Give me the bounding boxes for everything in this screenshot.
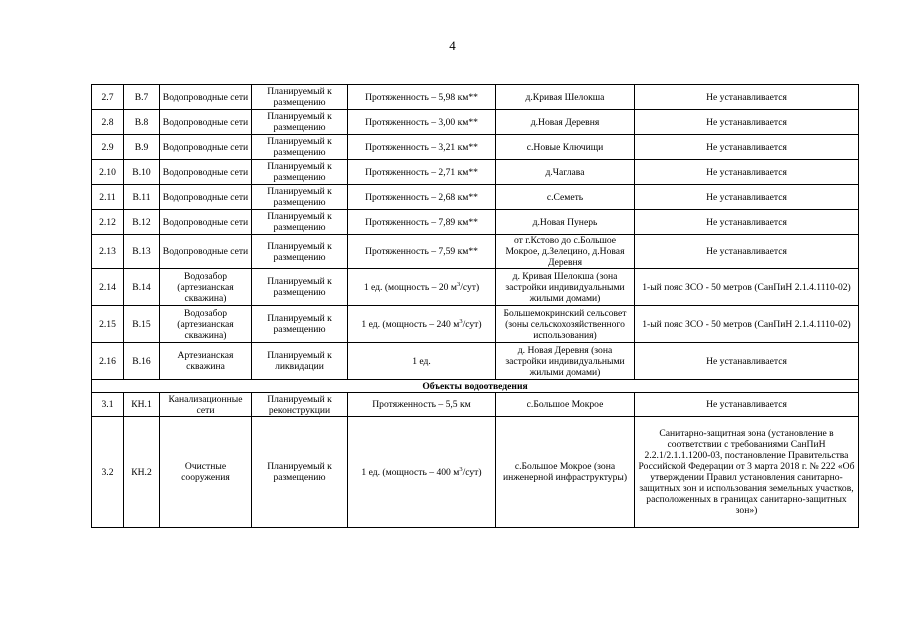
parameter-text: 1 ед. (мощность – 400 м [361,466,460,478]
object-location: с.Большое Мокрое (зона инженерной инфраструктуры) [496,417,635,528]
object-code: В.16 [124,343,160,380]
object-name: Очистные сооружения [160,417,252,528]
object-parameter [348,417,496,528]
object-status: Планируемый к размещению [252,417,348,528]
table-row [92,160,859,185]
object-parameter: Протяженность – 5,5 км [348,393,496,417]
object-name: Водопроводные сети [160,210,252,235]
object-zone: Не устанавливается [635,160,859,185]
parameter-tail: /сут) [460,281,480,293]
object-zone: Не устанавливается [635,393,859,417]
object-location: с.Семеть [496,185,635,210]
object-zone: Не устанавливается [635,185,859,210]
object-status: Планируемый к размещению [252,85,348,110]
object-location: д.Новая Пунерь [496,210,635,235]
row-number: 2.16 [92,343,124,380]
object-name: Водопроводные сети [160,110,252,135]
table-row [92,417,859,528]
row-number: 2.10 [92,160,124,185]
section-row [92,380,859,393]
object-parameter [348,306,496,343]
objects-table [91,84,859,528]
object-status: Планируемый к размещению [252,160,348,185]
object-status: Планируемый к размещению [252,185,348,210]
object-code: В.7 [124,85,160,110]
object-zone: Не устанавливается [635,210,859,235]
object-code: В.11 [124,185,160,210]
object-location: д.Кривая Шелокша [496,85,635,110]
parameter-text: 1 ед. (мощность – 20 м [363,281,457,293]
table-row [92,306,859,343]
object-name: Водопроводные сети [160,85,252,110]
row-number: 2.12 [92,210,124,235]
object-location: д. Новая Деревня (зона застройки индивидуальными жилыми домами) [496,343,635,380]
object-status: Планируемый к размещению [252,269,348,306]
object-location: Большемокринский сельсовет (зоны сельскохозяйственного использования) [496,306,635,343]
object-status: Планируемый к размещению [252,135,348,160]
object-parameter: 1 ед. [348,343,496,380]
object-status: Планируемый к размещению [252,210,348,235]
object-code: КН.2 [124,417,160,528]
row-number: 3.2 [92,417,124,528]
table-row [92,85,859,110]
object-parameter: Протяженность – 3,00 км** [348,110,496,135]
object-name: Водопроводные сети [160,135,252,160]
object-code: В.13 [124,235,160,269]
object-status: Планируемый к реконструкции [252,393,348,417]
object-name: Водопроводные сети [160,160,252,185]
superscript: 3 [459,465,463,473]
row-number: 2.9 [92,135,124,160]
object-parameter: Протяженность – 2,71 км** [348,160,496,185]
object-name: Канализационные сети [160,393,252,417]
object-zone: Санитарно-защитная зона (установление в соответствии с требованиями СанПиН 2.2.1/2.1.1.1200-03, постановление Правительства Российской Федерации от 3 марта 2018 г. № 222 «Об утверждении Правил установления санитарно-защитных зон и использования земельных участков, расположенных в границах санитарно-защитных зон») [635,417,859,528]
table-row [92,110,859,135]
superscript: 3 [459,317,463,325]
object-code: В.8 [124,110,160,135]
table-row [92,393,859,417]
object-zone: Не устанавливается [635,343,859,380]
superscript: 3 [456,280,461,288]
section-title: Объекты водоотведения [92,380,859,393]
object-zone: 1-ый пояс ЗСО - 50 метров (СанПиН 2.1.4.1110-02) [635,306,859,343]
parameter-text: 1 ед. (мощность – 240 м [361,318,460,330]
row-number: 2.15 [92,306,124,343]
parameter-tail: /сут) [462,318,482,330]
row-number: 2.8 [92,110,124,135]
table-row [92,135,859,160]
row-number: 2.13 [92,235,124,269]
object-location: д.Новая Деревня [496,110,635,135]
row-number: 2.7 [92,85,124,110]
object-parameter: Протяженность – 7,59 км** [348,235,496,269]
object-code: В.12 [124,210,160,235]
object-zone: Не устанавливается [635,110,859,135]
object-zone: Не устанавливается [635,235,859,269]
table-row [92,185,859,210]
object-parameter: Протяженность – 3,21 км** [348,135,496,160]
object-parameter: Протяженность – 2,68 км** [348,185,496,210]
object-name: Водозабор (артезианская скважина) [160,306,252,343]
object-parameter: Протяженность – 5,98 км** [348,85,496,110]
table-row [92,210,859,235]
object-zone: 1-ый пояс ЗСО - 50 метров (СанПиН 2.1.4.1110-02) [635,269,859,306]
object-code: В.15 [124,306,160,343]
object-name: Водопроводные сети [160,185,252,210]
parameter-tail: /сут) [462,466,482,478]
object-name: Водозабор (артезианская скважина) [160,269,252,306]
object-status: Планируемый к размещению [252,235,348,269]
object-parameter: Протяженность – 7,89 км** [348,210,496,235]
object-status: Планируемый к размещению [252,306,348,343]
row-number: 3.1 [92,393,124,417]
object-parameter [348,269,496,306]
object-code: В.9 [124,135,160,160]
object-zone: Не устанавливается [635,85,859,110]
object-code: КН.1 [124,393,160,417]
object-code: В.14 [124,269,160,306]
table-row [92,269,859,306]
table-row [92,343,859,380]
object-location: д.Чаглава [496,160,635,185]
object-status: Планируемый к ликвидации [252,343,348,380]
table-row [92,235,859,269]
object-location: от г.Кстово до с.Большое Мокрое, д.Зелецино, д.Новая Деревня [496,235,635,269]
object-location: с.Большое Мокрое [496,393,635,417]
object-code: В.10 [124,160,160,185]
object-location: д. Кривая Шелокша (зона застройки индивидуальными жилыми домами) [496,269,635,306]
object-status: Планируемый к размещению [252,110,348,135]
object-name: Водопроводные сети [160,235,252,269]
page-number: 4 [449,38,456,53]
object-zone: Не устанавливается [635,135,859,160]
object-name: Артезианская скважина [160,343,252,380]
object-location: с.Новые Ключищи [496,135,635,160]
row-number: 2.14 [92,269,124,306]
row-number: 2.11 [92,185,124,210]
